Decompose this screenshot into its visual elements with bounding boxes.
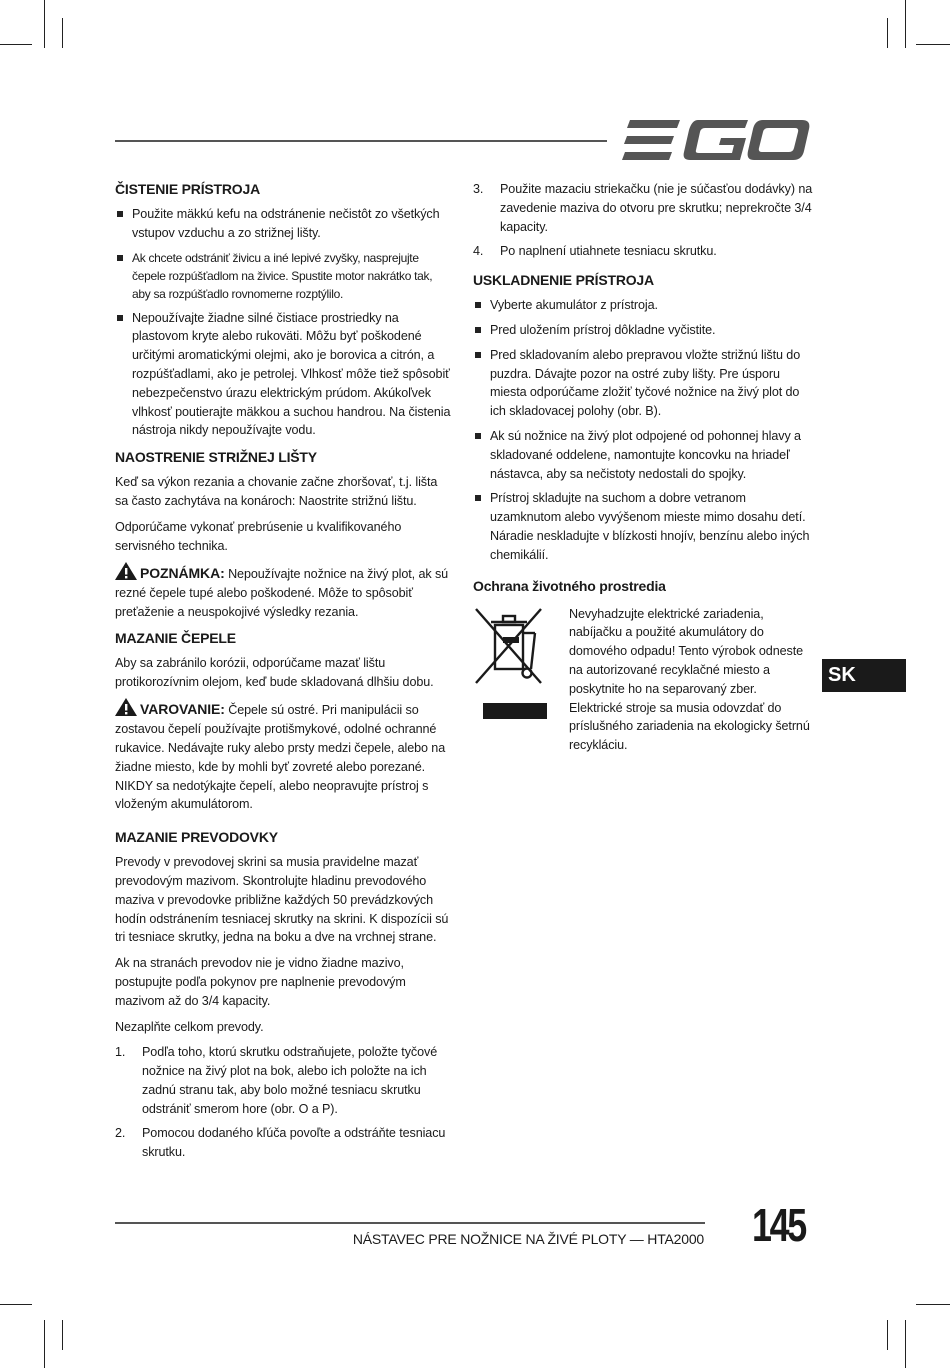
crop-mark [44, 0, 45, 48]
paragraph: Nezaplňte celkom prevody. [115, 1019, 264, 1034]
list-item: Použite mäkkú kefu na odstránenie nečistôt zo všetkých vstupov vzduchu a zo strižnej lišty. [115, 205, 451, 243]
environment-block [473, 605, 813, 762]
cleaning-list [115, 205, 451, 440]
ego-logo [622, 118, 810, 162]
section-title-gearbox-lubrication: MAZANIE PREVODOVKY [115, 829, 278, 846]
list-item [115, 1124, 451, 1162]
list-item: Pred uložením prístroj dôkladne vyčistite. [473, 321, 813, 340]
crop-mark [916, 1304, 950, 1305]
crop-mark [887, 18, 888, 48]
step-number: 1. [115, 1045, 126, 1060]
crop-mark [62, 1320, 63, 1350]
footer-rule [115, 1222, 705, 1224]
page-number: 145 [752, 1199, 805, 1251]
warning-triangle-icon [115, 562, 137, 580]
paragraph: Keď sa výkon rezania a chovanie začne zhoršovať, t.j. lišta sa často zachytáva na konároch: Naostrite strižnú lištu. [115, 475, 438, 508]
list-item [473, 242, 813, 261]
crop-mark [0, 44, 32, 45]
section-title-sharpening: NAOSTRENIE STRIŽNEJ LIŠTY [115, 449, 317, 466]
step-number: 2. [115, 1126, 126, 1141]
right-column [473, 180, 813, 762]
section-title-blade-lubrication: MAZANIE ČEPELE [115, 629, 236, 646]
crop-mark [44, 1320, 45, 1368]
paragraph: Prevody v prevodovej skrini sa musia pravidelne mazať prevodovým mazivom. Skontrolujte hladinu prevodového maziva v prevodovke približne každých 50 prevádzkových hodín odstránením tesniacej skrutky na skrini. K dispozícii sú tri tesniace skrutky, jedna na boku a dve na vrchnej strane. [115, 855, 449, 945]
note-text: Nepoužívajte nožnice na živý plot, ak sú rezné čepele tupé alebo poškodené. Môže to spôsobiť preťaženie a neuspokojivé výsledky rezania. [115, 567, 449, 619]
section-title-cleaning: ČISTENIE PRÍSTROJA [115, 181, 260, 197]
list-item [115, 1043, 451, 1118]
gearbox-steps [115, 1043, 451, 1162]
footer-title: NÁSTAVEC PRE NOŽNICE NA ŽIVÉ PLOTY — HTA2000 [352, 1231, 704, 1247]
crossed-out-bin-icon [473, 605, 553, 723]
step-text: Pomocou dodaného kľúča povoľte a odstráňte tesniacu skrutku. [142, 1126, 446, 1160]
crop-mark [916, 44, 950, 45]
paragraph: Odporúčame vykonať prebrúsenie u kvalifikovaného servisného technika. [115, 519, 402, 553]
paragraph: Ak na stranách prevodov nie je vidno žiadne mazivo, postupujte podľa pokynov pre naplnenie prevodovým mazivom až do 3/4 kapacity. [115, 956, 406, 1008]
paragraph: Aby sa zabránilo korózii, odporúčame mazať lištu protikorozívnim olejom, keď bude skladovaná dlhšiu dobu. [115, 655, 434, 689]
left-column [115, 180, 451, 1168]
note-block [115, 562, 451, 621]
warning-block [115, 698, 451, 814]
gearbox-steps-continued [473, 180, 813, 261]
step-number: 4. [473, 244, 484, 259]
warning-text: Čepele sú ostré. Pri manipulácii so zostavou čepelí používajte protišmykové, odolné ochranné rukavice. Nedávajte ruky alebo prsty medzi čepele, alebo na žiadne miesto, kde by mohli byť zovreté alebo porezané. NIKDY sa nedotýkajte čepelí, alebo neopravujte prístroj s vloženým akumulátorom. [115, 703, 446, 812]
section-title-environment: Ochrana životného prostredia [473, 577, 666, 594]
warning-label: VAROVANIE: [140, 701, 225, 718]
warning-triangle-icon [115, 698, 137, 716]
storage-list [473, 296, 813, 564]
language-tab: SK [822, 659, 906, 692]
weee-icon-wrapper [473, 605, 569, 762]
crop-mark [905, 0, 906, 48]
list-item: Pred skladovaním alebo prepravou vložte strižnú lištu do puzdra. Dávajte pozor na ostré zuby lišty. Pre úsporu miesta odporúčame zložiť tyčové nožnice na živý plot do ich skladovacej polohy (obr. B). [473, 346, 813, 421]
crop-mark [0, 1304, 32, 1305]
list-item: Ak chcete odstrániť živicu a iné lepivé zvyšky, nasprejujte čepele rozpúšťadlom na živice. Spustite motor nakrátko tak, aby sa rozpúšťadlo rovnomerne rozptýlilo. [115, 249, 451, 303]
step-text: Použite mazaciu striekačku (nie je súčasťou dodávky) na zavedenie maziva do otvoru pre skrutku; neprekročte 3/4 kapacity. [500, 182, 813, 234]
environment-text: Nevyhadzujte elektrické zariadenia, nabíjačku a použité akumulátory do domového odpadu! Tento výrobok odneste na autorizované recyklačné miesto a poskytnite ho na separovaný zber. Elektrické stroje sa musia odovzdať do príslušného zariadenia na ekologicky šetrnú recykláciu. [569, 606, 810, 753]
crop-mark [62, 18, 63, 48]
list-item: Prístroj skladujte na suchom a dobre vetranom uzamknutom alebo vyvýšenom mieste mimo dosahu detí. Náradie neskladujte v blízkosti hnojív, benzínu alebo iných chemikálií. [473, 489, 813, 564]
list-item: Vyberte akumulátor z prístroja. [473, 296, 813, 315]
list-item [473, 180, 813, 236]
crop-mark [905, 1320, 906, 1368]
section-title-storage: USKLADNENIE PRÍSTROJA [473, 272, 654, 289]
step-text: Po naplnení utiahnete tesniacu skrutku. [500, 244, 717, 259]
note-label: POZNÁMKA: [140, 565, 225, 582]
step-text: Podľa toho, ktorú skrutku odstraňujete, položte tyčové nožnice na živý plot na bok, alebo ich položte na ich zadnú stranu tak, aby bolo možné tesniacu skrutku odstrániť smerom hore (obr. O a P). [142, 1045, 438, 1116]
crop-mark [887, 1320, 888, 1350]
step-number: 3. [473, 182, 484, 196]
header-rule [115, 140, 607, 142]
list-item: Nepoužívajte žiadne silné čistiace prostriedky na plastovom kryte alebo rukoväti. Môžu byť poškodené určitými aromatickými olejmi, ako je borovica a citrón, a rozpúšťadlami, ako je petrolej. Vlhkosť môže tiež spôsobiť nebezpečenstvo úrazu elektrickým prúdom. Akúkoľvek vlhkosť poutierajte mäkkou a suchou handrou. Na čistenia nástroja nikdy nepoužívajte vodu. [115, 309, 451, 441]
list-item: Ak sú nožnice na živý plot odpojené od pohonnej hlavy a skladované oddelene, namontujte koncovku na hriadeľ nástavca, aby sa nečistoty nedostali do spojky. [473, 427, 813, 483]
